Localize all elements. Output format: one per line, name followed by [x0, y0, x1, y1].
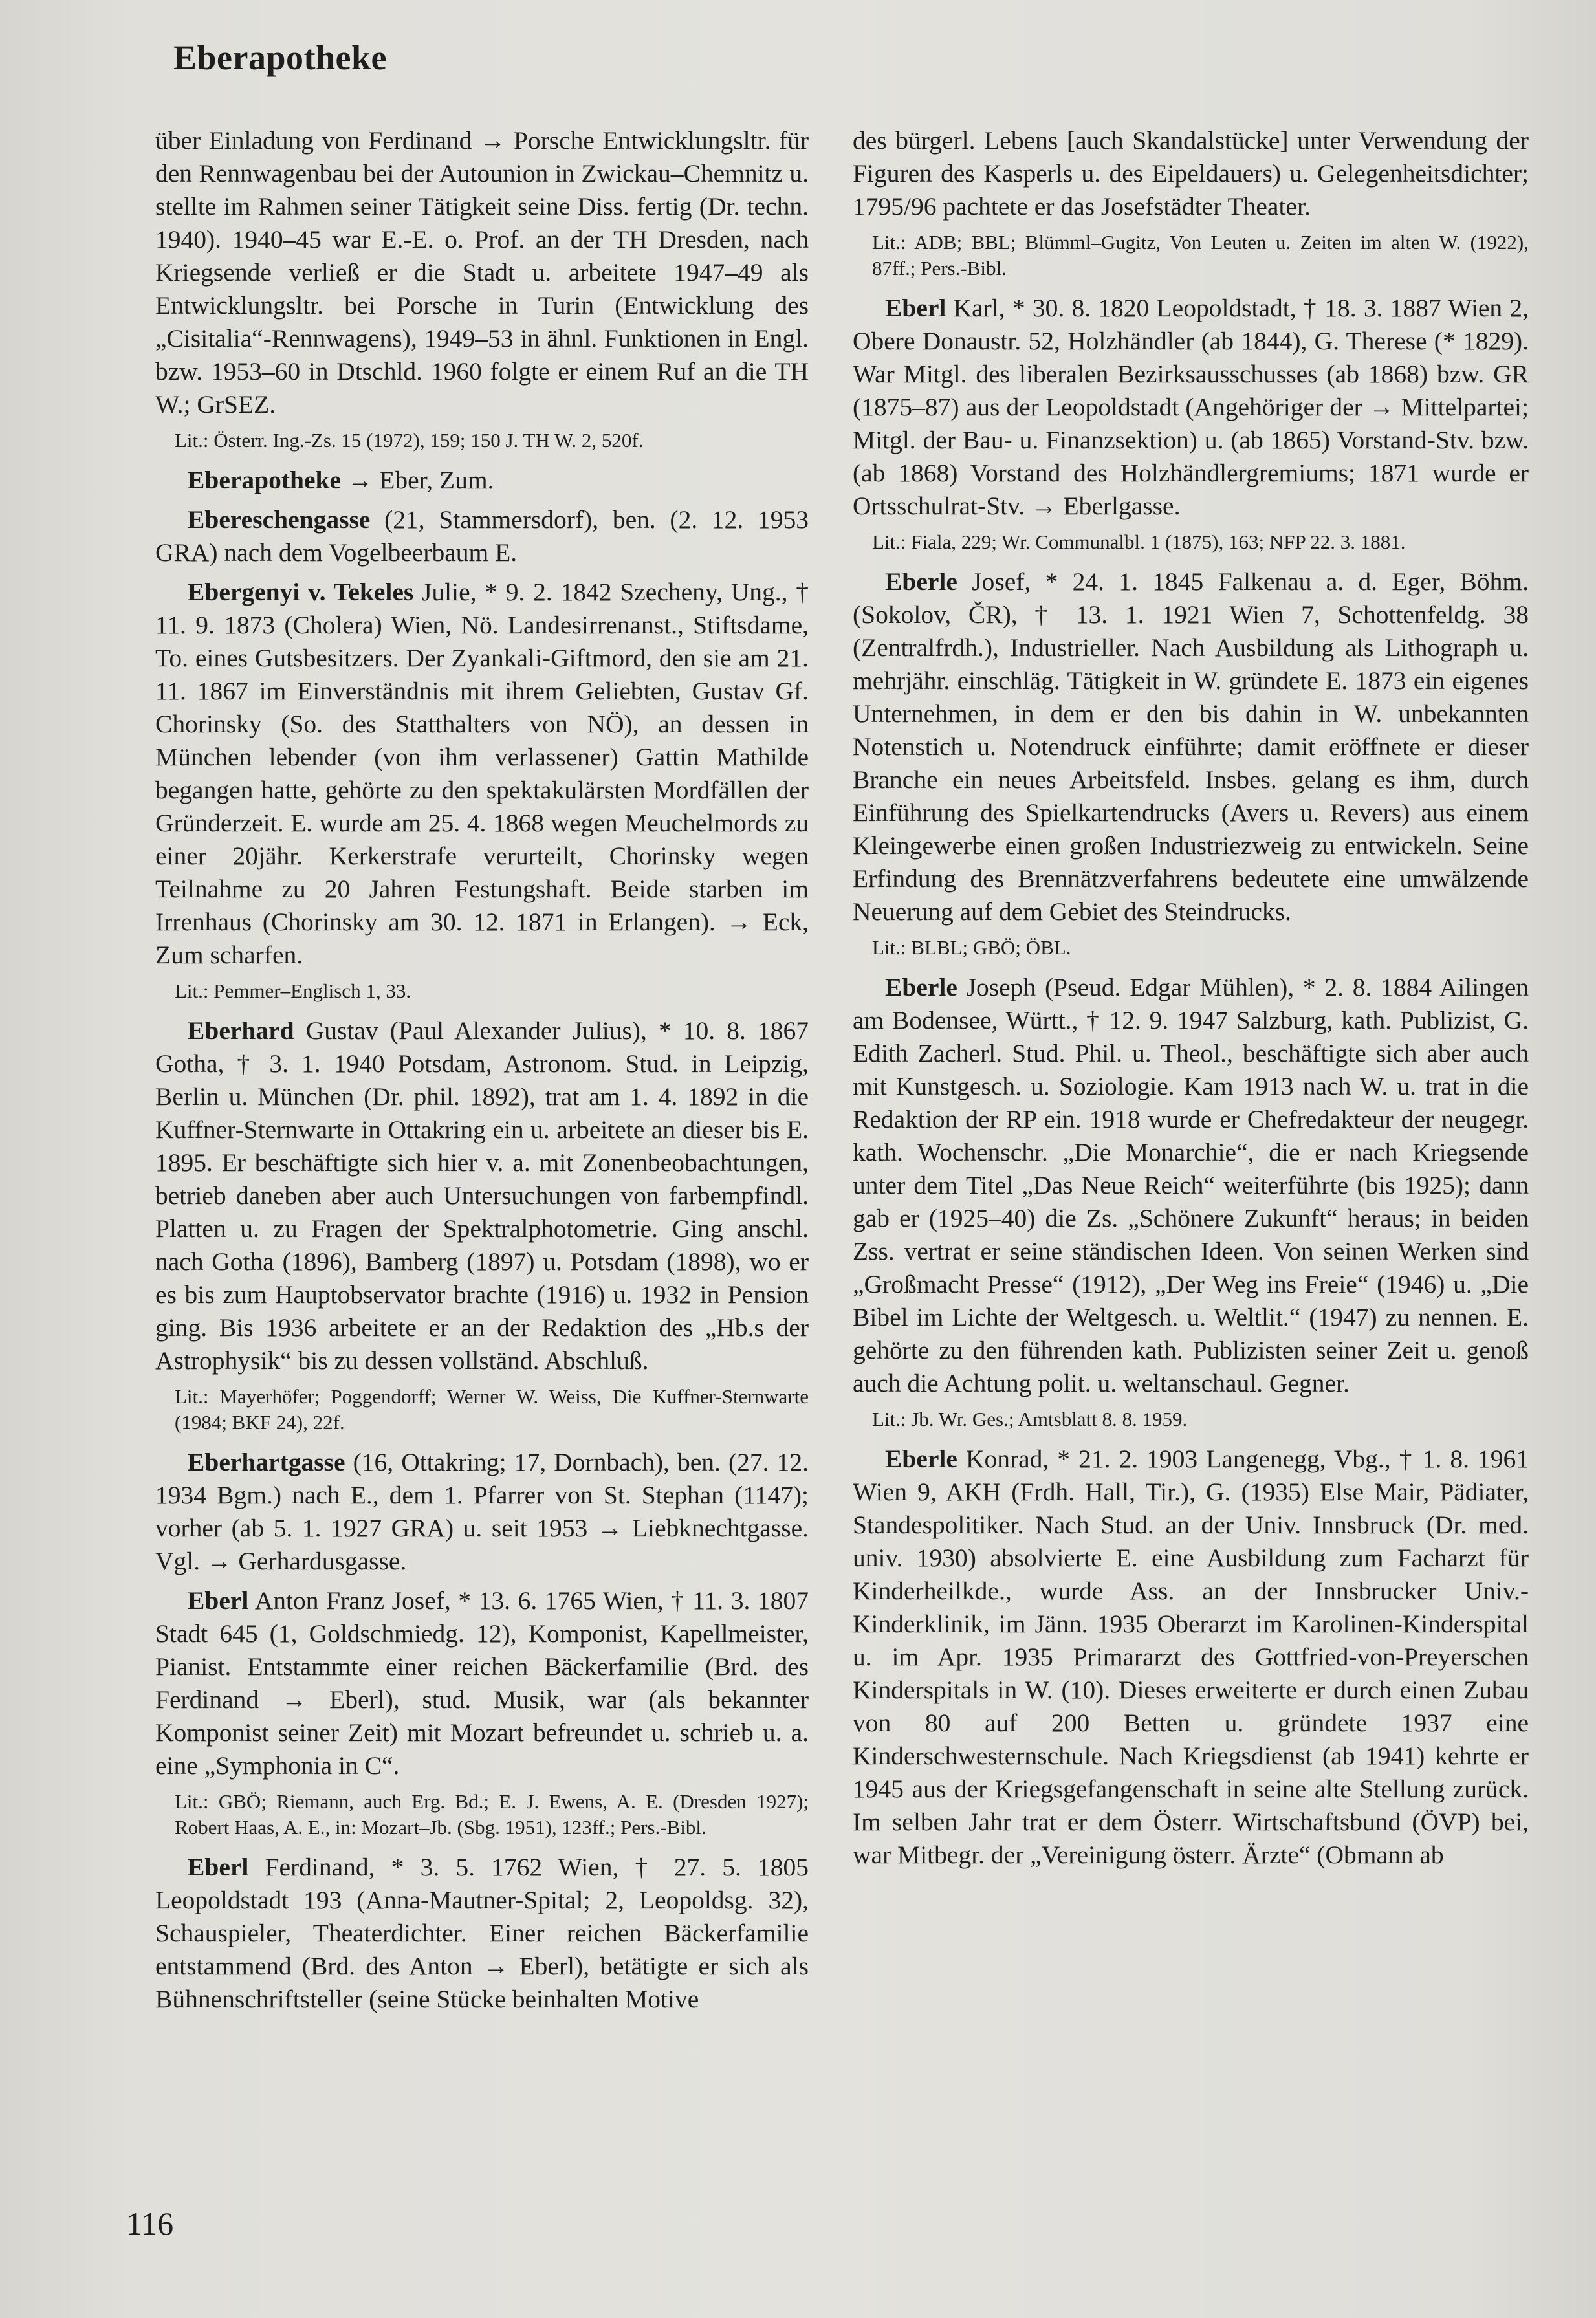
- page-number: 116: [126, 2205, 174, 2242]
- entry-headword: Ebereschengasse: [188, 505, 371, 534]
- right-column: [853, 124, 1529, 1878]
- entry-literature: Lit.: BLBL; GBÖ; ÖBL.: [872, 936, 1071, 959]
- entry-headword: Eberle: [885, 567, 957, 596]
- entry-eberl-anton: [155, 1584, 809, 1782]
- entry-eberapotheke: [155, 464, 809, 497]
- entry-text: Konrad, * 21. 2. 1903 Langenegg, Vbg., † 1. 8. 1961 Wien 9, AKH (Frdh. Hall, Tir.), G. (1935) Else Mair, Pädiater, Standespolitiker. Nach Stud. an der Univ. Innsbruck (Dr. med. univ. 1930) absolvierte E. eine Ausbildung zum Facharzt für Kinderheilkde., wurde Ass. an der Innsbrucker Univ.-Kinderklinik, im Jänn. 1935 Oberarzt im Karolinen-Kinderspital u. im Apr. 1935 Primararzt des Gottfried-von-Preyerschen Kinderspitals in W. (10). Dieses erweiterte er durch einen Zubau von 80 auf 200 Betten u. gründete 1937 eine Kinderschwesternschule. Nach Kriegsdienst (ab 1941) kehrte er 1945 aus der Kriegsgefangenschaft in seine alte Stellung zurück. Im selben Jahr trat er dem Österr. Wirtschaftsbund (ÖVP) bei, war Mitbegr. der „Vereinigung österr. Ärzte“ (Obmann ab: [853, 1445, 1529, 1869]
- entry-headword: Eberl: [885, 294, 946, 322]
- entry-text: → Eber, Zum.: [341, 466, 494, 494]
- entry-literature: Lit.: GBÖ; Riemann, auch Erg. Bd.; E. J. Ewens, A. E. (Dresden 1927); Robert Haas, A. E., in: Mozart–Jb. (Sbg. 1951), 123ff.; Pers.-Bibl.: [175, 1790, 809, 1839]
- entry-eberhard: [155, 1014, 809, 1377]
- entry-text: Ferdinand, * 3. 5. 1762 Wien, † 27. 5. 1805 Leopoldstadt 193 (Anna-Mautner-Spital; 2, Leopoldsg. 32), Schauspieler, Theaterdichter. Einer reichen Bäckerfamilie entstammend (Brd. des Anton → Eberl), betätigte er sich als Bühnenschriftsteller (seine Stücke beinhalten Motive: [155, 1853, 809, 2013]
- entry-eberle-joseph: [853, 971, 1529, 1400]
- entry-continuation: [155, 124, 809, 421]
- entry-headword: Eberapotheke: [188, 466, 341, 494]
- entry-headword: Eberhartgasse: [188, 1448, 345, 1476]
- entry-eberl-ferdinand: [155, 1851, 809, 2016]
- entry-literature: Lit.: Mayerhöfer; Poggendorff; Werner W. Weiss, Die Kuffner-Sternwarte (1984; BKF 24), 22f.: [175, 1385, 809, 1434]
- entry-text: über Einladung von Ferdinand → Porsche Entwicklungsltr. für den Rennwagenbau bei der Autounion in Zwickau–Chemnitz u. stellte im Rahmen seiner Tätigkeit seine Diss. fertig (Dr. techn. 1940). 1940–45 war E.-E. o. Prof. an der TH Dresden, nach Kriegsende verließ er die Stadt u. arbeitete 1947–49 als Entwicklungsltr. bei Porsche in Turin (Entwicklung des „Cisitalia“-Rennwagens), 1949–53 in ähnl. Funktionen in Engl. bzw. 1953–60 in Dtschld. 1960 folgte er einem Ruf an die TH W.; GrSEZ.: [155, 126, 809, 419]
- left-column: [155, 124, 809, 2022]
- entry-eberle-konrad: [853, 1443, 1529, 1872]
- entry-eberle-josef: [853, 565, 1529, 928]
- entry-headword: Eberle: [885, 973, 957, 1001]
- entry-text: Josef, * 24. 1. 1845 Falkenau a. d. Eger, Böhm. (Sokolov, ČR), † 13. 1. 1921 Wien 7, Schottenfeldg. 38 (Zentralfrdh.), Industrieller. Nach Ausbildung als Lithograph u. mehrjähr. einschläg. Tätigkeit in W. gründete E. 1873 ein eigenes Unternehmen, in dem er den bis dahin in W. unbekannten Notenstich u. Notendruck einführte; damit eröffnete er dieser Branche ein neues Arbeitsfeld. Insbes. gelang es ihm, durch Einführung des Spielkartendrucks (Avers u. Revers) aus einem Kleingewerbe einen großen Industriezweig zu entwickeln. Seine Erfindung des Brennätzverfahrens bedeutete eine umwälzende Neuerung auf dem Gebiet des Steindrucks.: [853, 567, 1529, 926]
- entry-text: Anton Franz Josef, * 13. 6. 1765 Wien, † 11. 3. 1807 Stadt 645 (1, Goldschmiedg. 12), Komponist, Kapellmeister, Pianist. Entstammte einer reichen Bäckerfamilie (Brd. des Ferdinand → Eberl), stud. Musik, war (als bekannter Komponist seiner Zeit) mit Mozart befreundet u. schrieb u. a. eine „Symphonia in C“.: [155, 1586, 809, 1780]
- entry-headword: Eberl: [188, 1853, 249, 1881]
- entry-text: des bürgerl. Lebens [auch Skandalstücke] unter Verwendung der Figuren des Kasperls u. des Eipeldauers) u. Gelegenheitsdichter; 1795/96 pachtete er das Josefstädter Theater.: [853, 126, 1529, 221]
- entry-ebereschengasse: [155, 503, 809, 569]
- entry-headword: Ebergenyi v. Tekeles: [188, 578, 414, 606]
- entry-text: Joseph (Pseud. Edgar Mühlen), * 2. 8. 1884 Ailingen am Bodensee, Württ., † 12. 9. 1947 Salzburg, kath. Publizist, G. Edith Zacherl. Stud. Phil. u. Theol., beschäftigte sich aber auch mit Kunstgesch. u. Soziologie. Kam 1913 nach W. u. trat in die Redaktion der RP ein. 1918 wurde er Chefredakteur der neugegr. kath. Wochenschr. „Die Monarchie“, die er nach Kriegsende unter dem Titel „Das Neue Reich“ weiterführte (bis 1925); dann gab er (1925–40) die Zs. „Schönere Zukunft“ heraus; in beiden Zss. vertrat er seine ständischen Ideen. Von seinen Werken sind „Großmacht Presse“ (1912), „Der Weg ins Freie“ (1946) u. „Die Bibel im Lichte der Weltgesch. u. Weltlit.“ (1947) zu nennen. E. gehörte zu den führenden kath. Publizisten seiner Zeit u. genoß auch die Achtung polit. u. weltanschaul. Gegner.: [853, 973, 1529, 1397]
- entry-eberl-karl: [853, 292, 1529, 523]
- entry-literature: Lit.: Jb. Wr. Ges.; Amtsblatt 8. 8. 1959.: [872, 1408, 1188, 1430]
- entry-text: (16, Ottakring; 17, Dornbach), ben. (27. 12. 1934 Bgm.) nach E., dem 1. Pfarrer von St. Stephan (1147); vorher (ab 5. 1. 1927 GRA) u. seit 1953 → Liebknechtgasse. Vgl. → Gerhardusgasse.: [155, 1448, 809, 1575]
- running-head: Eberapotheke: [173, 38, 387, 77]
- entry-text: Julie, * 9. 2. 1842 Szecheny, Ung., † 11. 9. 1873 (Cholera) Wien, Nö. Landesirrenanst., Stiftsdame, To. eines Gutsbesitzers. Der Zyankali-Giftmord, den sie am 21. 11. 1867 im Einverständnis mit ihrem Geliebten, Gustav Gf. Chorinsky (So. des Statthalters von NÖ), an dessen in München lebender (von ihm verlassener) Gattin Mathilde begangen hatte, gehörte zu den spektakulärsten Mordfällen der Gründerzeit. E. wurde am 25. 4. 1868 wegen Meuchelmords zu einer 20jähr. Kerkerstrafe verurteilt, Chorinsky wegen Teilnahme zu 20 Jahren Festungshaft. Beide starben im Irrenhaus (Chorinsky am 30. 12. 1871 in Erlangen). → Eck, Zum scharfen.: [155, 578, 809, 969]
- entry-ebergenyi: [155, 576, 809, 972]
- entry-continuation: [853, 124, 1529, 223]
- entry-eberhartgasse: [155, 1446, 809, 1578]
- entry-text: (21, Stammersdorf), ben. (2. 12. 1953 GRA) nach dem Vogelbeerbaum E.: [155, 505, 809, 567]
- entry-text: Gustav (Paul Alexander Julius), * 10. 8. 1867 Gotha, † 3. 1. 1940 Potsdam, Astronom. Stud. in Leipzig, Berlin u. München (Dr. phil. 1892), trat am 1. 4. 1892 in die Kuffner-Sternwarte in Ottakring ein u. arbeitete an dieser bis E. 1895. Er beschäftigte sich hier v. a. mit Zonenbeobachtungen, betrieb daneben aber auch Untersuchungen von farbempfindl. Platten u. zu Fragen der Spektralphotometrie. Ging anschl. nach Gotha (1896), Bamberg (1897) u. Potsdam (1898), wo er es bis zum Hauptobservator brachte (1916) u. 1932 in Pension ging. Bis 1936 arbeitete er an der Redaktion des „Hb.s der Astrophysik“ bis zu dessen vollständ. Abschluß.: [155, 1016, 809, 1375]
- entry-literature: Lit.: Fiala, 229; Wr. Communalbl. 1 (1875), 163; NFP 22. 3. 1881.: [872, 530, 1406, 553]
- entry-literature: Lit.: ADB; BBL; Blümml–Gugitz, Von Leuten u. Zeiten im alten W. (1922), 87ff.; Pers.-Bibl.: [872, 231, 1529, 279]
- entry-literature: Lit.: Pemmer–Englisch 1, 33.: [175, 979, 411, 1002]
- entry-headword: Eberle: [885, 1445, 957, 1473]
- entry-headword: Eberl: [188, 1586, 249, 1615]
- entry-headword: Eberhard: [188, 1016, 294, 1045]
- entry-literature: Lit.: Österr. Ing.-Zs. 15 (1972), 159; 150 J. TH W. 2, 520f.: [175, 429, 644, 452]
- entry-text: Karl, * 30. 8. 1820 Leopoldstadt, † 18. 3. 1887 Wien 2, Obere Donaustr. 52, Holzhändler (ab 1844), G. Therese (* 1829). War Mitgl. des liberalen Bezirksausschusses (ab 1868) bzw. GR (1875–87) aus der Leopoldstadt (Angehöriger der → Mittelpartei; Mitgl. der Bau- u. Finanzsektion) u. (ab 1865) Vorstand-Stv. bzw. (ab 1868) Vorstand des Holzhändlergremiums; 1871 wurde er Ortsschulrat-Stv. → Eberlgasse.: [853, 294, 1529, 520]
